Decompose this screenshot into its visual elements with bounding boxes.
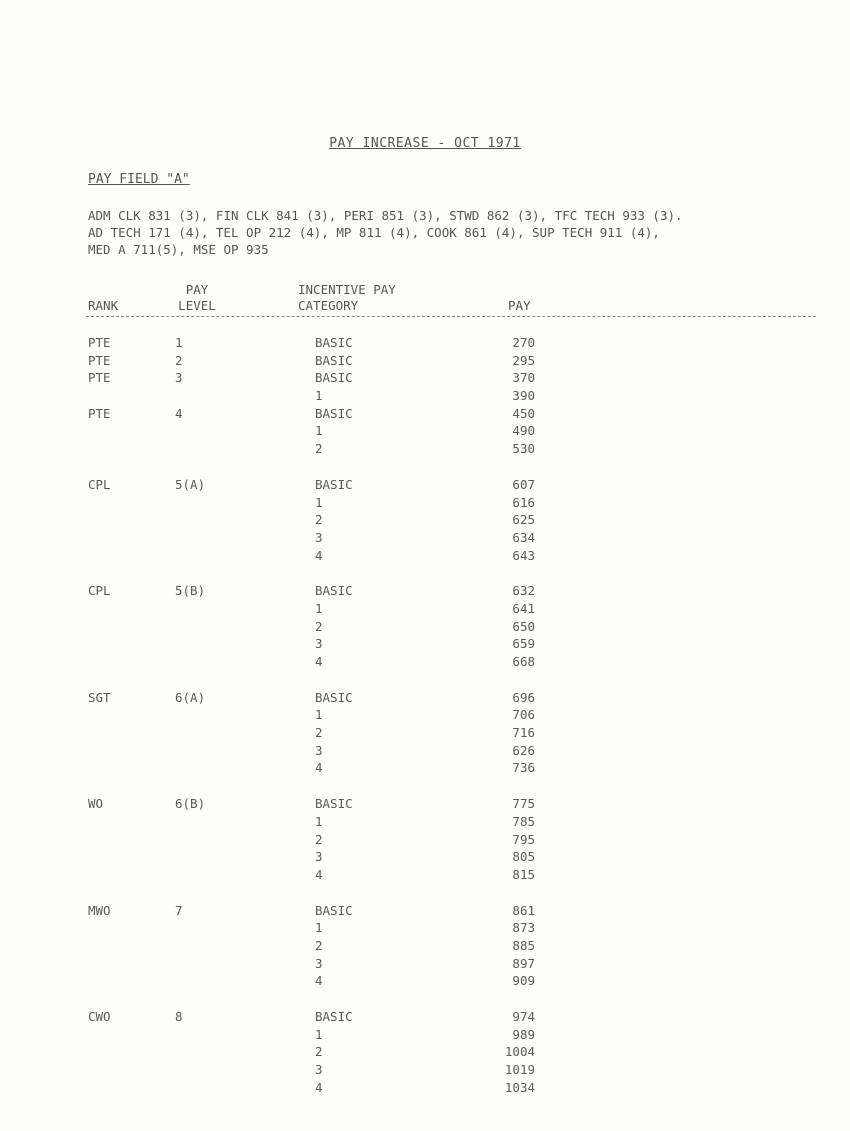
rank-cell: WO <box>88 796 104 812</box>
incentive-category-cell: 4 <box>315 547 323 563</box>
table-row <box>0 511 850 529</box>
table-row <box>0 405 850 423</box>
pay-cell: 716 <box>512 725 535 741</box>
table-row <box>0 813 850 831</box>
incentive-category-cell: 1 <box>315 1026 323 1042</box>
table-row <box>0 831 850 849</box>
incentive-category-cell: BASIC <box>315 796 353 812</box>
pay-cell: 861 <box>512 902 535 918</box>
table-row <box>0 902 850 920</box>
pay-cell: 668 <box>512 654 535 669</box>
rank-cell: SGT <box>88 689 111 705</box>
incentive-category-cell: 1 <box>315 920 323 936</box>
header-pay-level <box>173 282 221 314</box>
pay-cell: 885 <box>512 937 535 953</box>
pay-cell: 1019 <box>504 1062 535 1078</box>
pay-cell: 490 <box>512 423 535 439</box>
table-row <box>0 600 850 618</box>
pay-cell: 641 <box>512 600 535 616</box>
pay-level-cell: 5(A) <box>175 476 206 492</box>
pay-level-cell: 5(B) <box>175 583 206 599</box>
incentive-category-cell: 1 <box>315 707 323 723</box>
trade-line: AD TECH 171 (4), TEL OP 212 (4), MP 811 (4), COOK 861 (4), SUP TECH 911 (4), <box>88 225 660 240</box>
table-row <box>0 547 850 565</box>
table-row <box>0 440 850 458</box>
table-row <box>0 759 850 777</box>
pay-cell: 815 <box>512 866 535 882</box>
pay-cell: 643 <box>512 547 535 563</box>
table-row <box>0 706 850 724</box>
incentive-category-cell: 2 <box>315 1044 323 1060</box>
incentive-category-cell: 2 <box>315 618 323 634</box>
trade-line: ADM CLK 831 (3), FIN CLK 841 (3), PERI 851 (3), STWD 862 (3), TFC TECH 933 (3). <box>88 208 683 223</box>
rank-cell: CPL <box>88 476 111 492</box>
incentive-category-cell: BASIC <box>315 335 353 350</box>
document-title: PAY INCREASE - OCT 1971 <box>329 136 521 151</box>
incentive-category-cell: 3 <box>315 849 323 865</box>
incentive-category-cell: 4 <box>315 866 323 882</box>
incentive-category-cell: 4 <box>315 973 323 989</box>
pay-cell: 450 <box>512 405 535 421</box>
pay-level-cell: 2 <box>175 352 183 368</box>
incentive-category-cell: 1 <box>315 494 323 510</box>
table-row <box>0 1043 850 1061</box>
table-row <box>0 689 850 707</box>
pay-cell: 632 <box>512 583 535 599</box>
table-row <box>0 1061 850 1079</box>
pay-cell: 659 <box>512 636 535 652</box>
pay-cell: 909 <box>512 973 535 989</box>
incentive-category-cell: BASIC <box>315 405 353 421</box>
table-row <box>0 635 850 653</box>
pay-level-cell: 1 <box>175 335 183 350</box>
pay-cell: 634 <box>512 529 535 545</box>
pay-cell: 390 <box>512 388 535 404</box>
table-row <box>0 653 850 671</box>
incentive-category-cell: 2 <box>315 512 323 528</box>
pay-level-cell: 6(A) <box>175 689 206 705</box>
incentive-category-cell: 2 <box>315 831 323 847</box>
incentive-category-cell: 2 <box>315 441 323 457</box>
header-incentive-bottom: CATEGORY <box>298 298 359 313</box>
pay-cell: 706 <box>512 707 535 723</box>
trade-list <box>88 207 828 258</box>
incentive-category-cell: BASIC <box>315 476 353 492</box>
pay-cell: 625 <box>512 512 535 528</box>
incentive-category-cell: 3 <box>315 1062 323 1078</box>
pay-cell: 974 <box>512 1009 535 1024</box>
table-row <box>0 1026 850 1044</box>
pay-cell: 607 <box>512 476 535 492</box>
incentive-category-cell: 3 <box>315 742 323 758</box>
table-row <box>0 1008 850 1026</box>
rank-cell: CPL <box>88 583 111 599</box>
incentive-category-cell: 1 <box>315 813 323 829</box>
rank-cell: PTE <box>88 352 111 368</box>
table-row <box>0 476 850 494</box>
incentive-category-cell: 3 <box>315 636 323 652</box>
incentive-category-cell: 1 <box>315 600 323 616</box>
pay-cell: 270 <box>512 335 535 350</box>
header-rule <box>86 316 816 317</box>
table-row <box>0 582 850 600</box>
pay-cell: 650 <box>512 618 535 634</box>
pay-cell: 295 <box>512 352 535 368</box>
rank-cell: PTE <box>88 405 111 421</box>
table-row <box>0 494 850 512</box>
table-row <box>0 422 850 440</box>
table-row <box>0 742 850 760</box>
table-row <box>0 795 850 813</box>
table-row <box>0 529 850 547</box>
pay-cell: 989 <box>512 1026 535 1042</box>
rank-cell: CWO <box>88 1009 111 1024</box>
pay-level-cell: 3 <box>175 370 183 386</box>
table-row <box>0 937 850 955</box>
pay-cell: 736 <box>512 760 535 776</box>
incentive-category-cell: BASIC <box>315 902 353 918</box>
table-row <box>0 724 850 742</box>
incentive-category-cell: 4 <box>315 654 323 669</box>
pay-table <box>0 334 850 1096</box>
pay-level-cell: 6(B) <box>175 796 206 812</box>
pay-cell: 696 <box>512 689 535 705</box>
incentive-category-cell: 1 <box>315 388 323 404</box>
table-row <box>0 848 850 866</box>
incentive-category-cell: BASIC <box>315 370 353 386</box>
incentive-category-cell: 4 <box>315 760 323 776</box>
pay-cell: 370 <box>512 370 535 386</box>
pay-cell: 873 <box>512 920 535 936</box>
pay-cell: 1004 <box>504 1044 535 1060</box>
header-incentive-top: INCENTIVE PAY <box>298 282 396 297</box>
incentive-category-cell: BASIC <box>315 583 353 599</box>
header-incentive-category <box>298 282 396 314</box>
table-row <box>0 334 850 352</box>
rank-cell: PTE <box>88 335 111 350</box>
incentive-category-cell: 2 <box>315 937 323 953</box>
incentive-category-cell: 4 <box>315 1079 323 1095</box>
pay-cell: 626 <box>512 742 535 758</box>
header-pay-level-bottom: LEVEL <box>178 298 216 313</box>
pay-level-cell: 7 <box>175 902 183 918</box>
pay-field-heading: PAY FIELD "A" <box>88 172 190 187</box>
table-row <box>0 955 850 973</box>
incentive-category-cell: 2 <box>315 725 323 741</box>
pay-cell: 897 <box>512 955 535 971</box>
pay-cell: 785 <box>512 813 535 829</box>
table-row <box>0 972 850 990</box>
header-pay: PAY <box>508 298 531 313</box>
incentive-category-cell: BASIC <box>315 1009 353 1024</box>
table-row <box>0 387 850 405</box>
table-row <box>0 618 850 636</box>
header-rank: RANK <box>88 298 119 313</box>
rank-cell: PTE <box>88 370 111 386</box>
incentive-category-cell: 1 <box>315 423 323 439</box>
pay-cell: 616 <box>512 494 535 510</box>
table-row <box>0 352 850 370</box>
table-row <box>0 1079 850 1097</box>
header-pay-level-top: PAY <box>185 282 209 297</box>
pay-cell: 775 <box>512 796 535 812</box>
incentive-category-cell: BASIC <box>315 689 353 705</box>
table-row <box>0 369 850 387</box>
pay-cell: 795 <box>512 831 535 847</box>
incentive-category-cell: 3 <box>315 955 323 971</box>
table-row <box>0 866 850 884</box>
pay-cell: 530 <box>512 441 535 457</box>
table-row <box>0 919 850 937</box>
incentive-category-cell: BASIC <box>315 352 353 368</box>
pay-cell: 805 <box>512 849 535 865</box>
pay-level-cell: 8 <box>175 1009 183 1024</box>
pay-cell: 1034 <box>504 1079 535 1095</box>
rank-cell: MWO <box>88 902 111 918</box>
incentive-category-cell: 3 <box>315 529 323 545</box>
pay-level-cell: 4 <box>175 405 183 421</box>
trade-line: MED A 711(5), MSE OP 935 <box>88 242 269 257</box>
